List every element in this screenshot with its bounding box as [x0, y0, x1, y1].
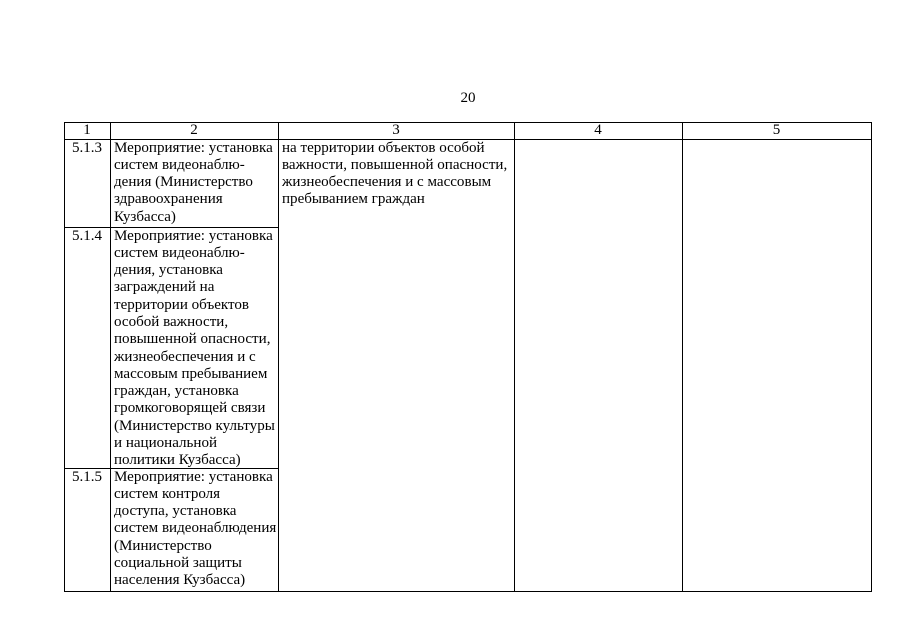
text-line: громкоговорящей связи	[114, 400, 266, 417]
text-line: систем видеонаблю-	[114, 156, 245, 173]
text-line: доступа, установка	[114, 503, 237, 520]
row-number: 5.1.4	[71, 227, 103, 244]
text-line: повышенной опасности,	[114, 331, 271, 348]
text-line: жизнеобеспечения и с массовым	[282, 174, 492, 191]
text-line: территории объектов	[114, 296, 250, 313]
text-line: дения, установка	[114, 262, 223, 279]
text-line: населения Кузбасса)	[114, 572, 246, 589]
header-col-2: 2	[190, 122, 198, 138]
header-col-3: 3	[392, 122, 400, 138]
row-description	[114, 140, 278, 226]
page-number: 20	[460, 89, 476, 106]
column-divider-3	[514, 122, 515, 592]
row-number: 5.1.3	[71, 139, 103, 156]
row-number: 5.1.5	[71, 468, 103, 485]
text-line: особой важности,	[114, 313, 229, 330]
table-border-bottom	[64, 591, 872, 592]
text-line: и национальной	[114, 435, 218, 452]
merged-location-cell	[282, 140, 512, 209]
text-line: Мероприятие: установка	[114, 227, 273, 244]
header-col-4: 4	[594, 122, 602, 138]
text-line: систем контроля	[114, 485, 221, 502]
column-divider-1	[110, 122, 111, 592]
table-border-right	[871, 122, 872, 592]
column-divider-4	[682, 122, 683, 592]
header-col-1: 1	[83, 122, 91, 138]
text-line: на территории объектов особой	[282, 139, 485, 156]
text-line: систем видеонаблю-	[114, 244, 245, 261]
header-col-5: 5	[772, 122, 781, 138]
text-line: жизнеобеспечения и с	[114, 348, 256, 365]
text-line: социальной защиты	[114, 554, 242, 571]
data-table	[64, 122, 872, 592]
text-line: здравоохранения	[114, 191, 223, 208]
text-line: Мероприятие: установка	[114, 468, 273, 485]
text-line: Кузбасса)	[114, 208, 176, 225]
column-divider-2	[278, 122, 279, 592]
text-line: важности, повышенной опасности,	[282, 156, 508, 173]
table-border-left	[64, 122, 65, 592]
text-line: Мероприятие: установка	[114, 139, 273, 156]
text-line: систем видеонаблюдения	[114, 520, 277, 537]
text-line: (Министерство	[114, 537, 212, 554]
text-line: граждан, установка	[114, 383, 239, 400]
text-line: дения (Министерство	[114, 174, 253, 191]
row-description	[114, 469, 278, 590]
text-line: заграждений на	[114, 279, 215, 296]
row-description	[114, 228, 278, 470]
text-line: (Министерство культуры	[114, 417, 275, 434]
text-line: пребыванием граждан	[282, 191, 425, 208]
text-line: массовым пребыванием	[114, 365, 268, 382]
text-line: политики Кузбасса)	[114, 452, 241, 469]
